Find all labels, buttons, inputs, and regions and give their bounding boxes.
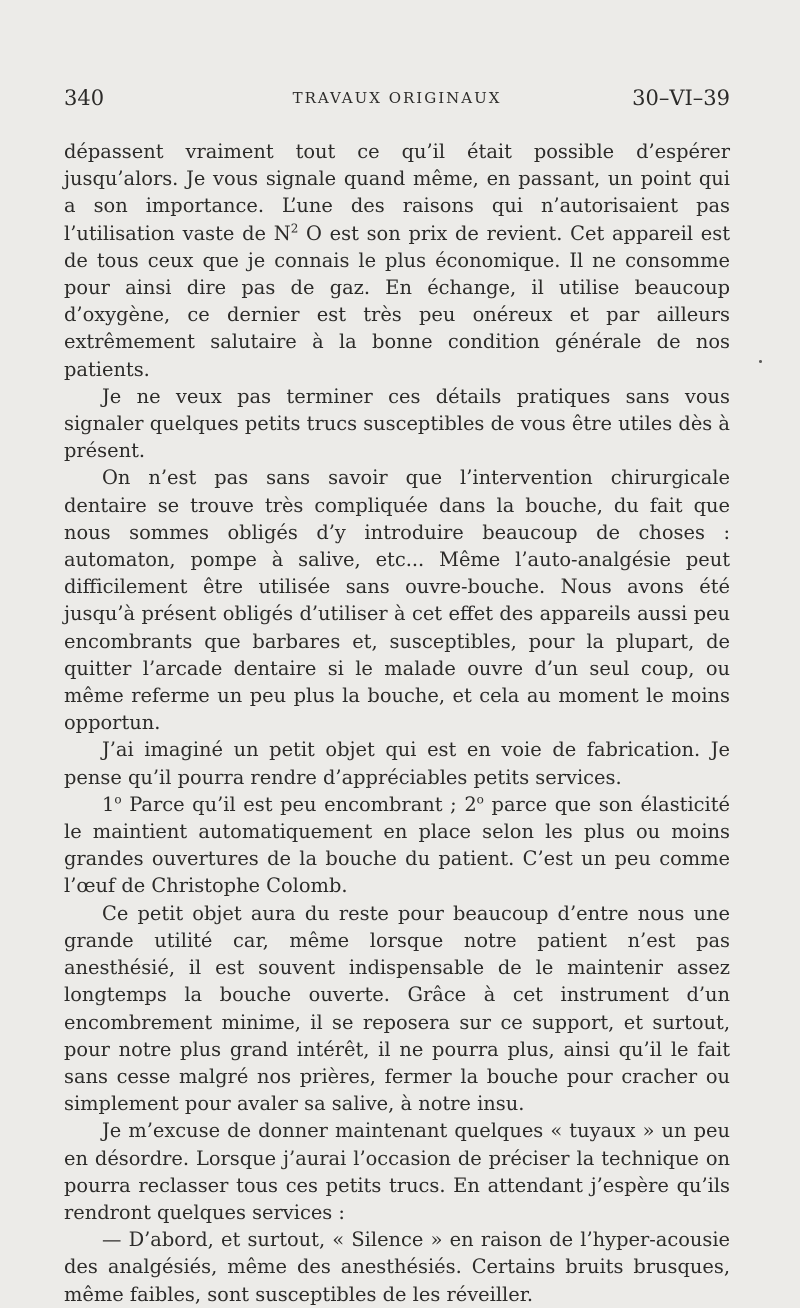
text-run: 1: [102, 792, 115, 816]
superscript: o: [476, 792, 484, 807]
page-number: 340: [64, 86, 105, 110]
paragraph: [64, 736, 730, 790]
text-run: J’ai imaginé un petit objet qui est en voie de fabrication. Je pense qu’il pourra rendre d’appréciables petits services.: [64, 738, 730, 789]
text-run: Ce petit objet aura du reste pour beaucoup d’entre nous une grande utilité car, même lorsque notre patient n’est pas anesthésié, il est souvent indispensable de le maintenir assez longtemps la bouche ouverte. Grâce à cet instrument d’un encombrement minime, il se reposera sur ce support, et surtout, pour notre plus grand intérêt, il ne pourra plus, ainsi qu’il le fait sans cesse malgré nos prières, fermer la bouche pour cracher ou simplement pour avaler sa salive, à notre insu.: [64, 901, 730, 1116]
print-speck: [759, 360, 762, 363]
text-run: parce que son élasticité le maintient automatiquement en place selon les plus ou moins grandes ouvertures de la bouche du patient. C’est un peu comme l’œuf de Christophe Colomb.: [64, 792, 731, 898]
paragraph: [64, 464, 730, 736]
paragraph: [64, 1226, 730, 1308]
paragraph: [64, 383, 730, 465]
page-header: [64, 86, 730, 118]
text-run: dépassent vraiment tout ce qu’il était possible d’espérer jusqu’alors. Je vous signale quand même, en passant, un point qui a son importance. L’une des raisons qui n’autorisaient pas l’utilisation vaste de N: [64, 140, 730, 245]
text-run: Je m’excuse de donner maintenant quelques « tuyaux » un peu en désordre. Lorsque j’aurai l’occasion de préciser la technique on pourra reclasser tous ces petits trucs. En attendant j’espère qu’ils rendront quelques services :: [64, 1119, 730, 1224]
text-run: O est son prix de revient. Cet appareil est de tous ceux que je connais le plus économique. Il ne consomme pour ainsi dire pas de gaz. En échange, il utilise beaucoup d’oxygène, ce dernier est très peu onéreux et par ailleurs extrêmement salutaire à la bonne condition générale de nos patients.: [64, 221, 731, 381]
paragraph: [64, 900, 730, 1118]
text-run: Parce qu’il est peu encombrant ; 2: [121, 792, 477, 816]
running-title: TRAVAUX ORIGINAUX: [292, 89, 502, 107]
text-run: Je ne veux pas terminer ces détails pratiques sans vous signaler quelques petits trucs susceptibles de vous être utiles dès à présent.: [64, 384, 730, 463]
paragraph: [64, 138, 730, 383]
issue-date: 30–VI–39: [632, 86, 730, 110]
text-run: On n’est pas sans savoir que l’intervention chirurgicale dentaire se trouve très compliquée dans la bouche, du fait que nous sommes obligés d’y introduire beaucoup de choses : automaton, pompe à salive, etc... Même l’auto-analgésie peut difficilement être utilisée sans ouvre-bouche. Nous avons été jusqu’à présent obligés d’utiliser à cet effet des appareils aussi peu encombrants que barbares et, susceptibles, pour la plupart, de quitter l’arcade dentaire si le malade ouvre d’un seul coup, ou même referme un peu plus la bouche, et cela au moment le moins opportun.: [64, 466, 730, 735]
text-run: — D’abord, et surtout, « Silence » en raison de l’hyper-acousie des analgésiés, même des anesthésiés. Certains bruits brusques, même faibles, sont susceptibles de les réveiller.: [64, 1228, 730, 1306]
paragraph: [64, 791, 730, 900]
superscript: 2: [290, 221, 299, 236]
paragraph: [64, 1117, 730, 1226]
article-body: [64, 138, 730, 1308]
superscript: o: [114, 792, 122, 807]
